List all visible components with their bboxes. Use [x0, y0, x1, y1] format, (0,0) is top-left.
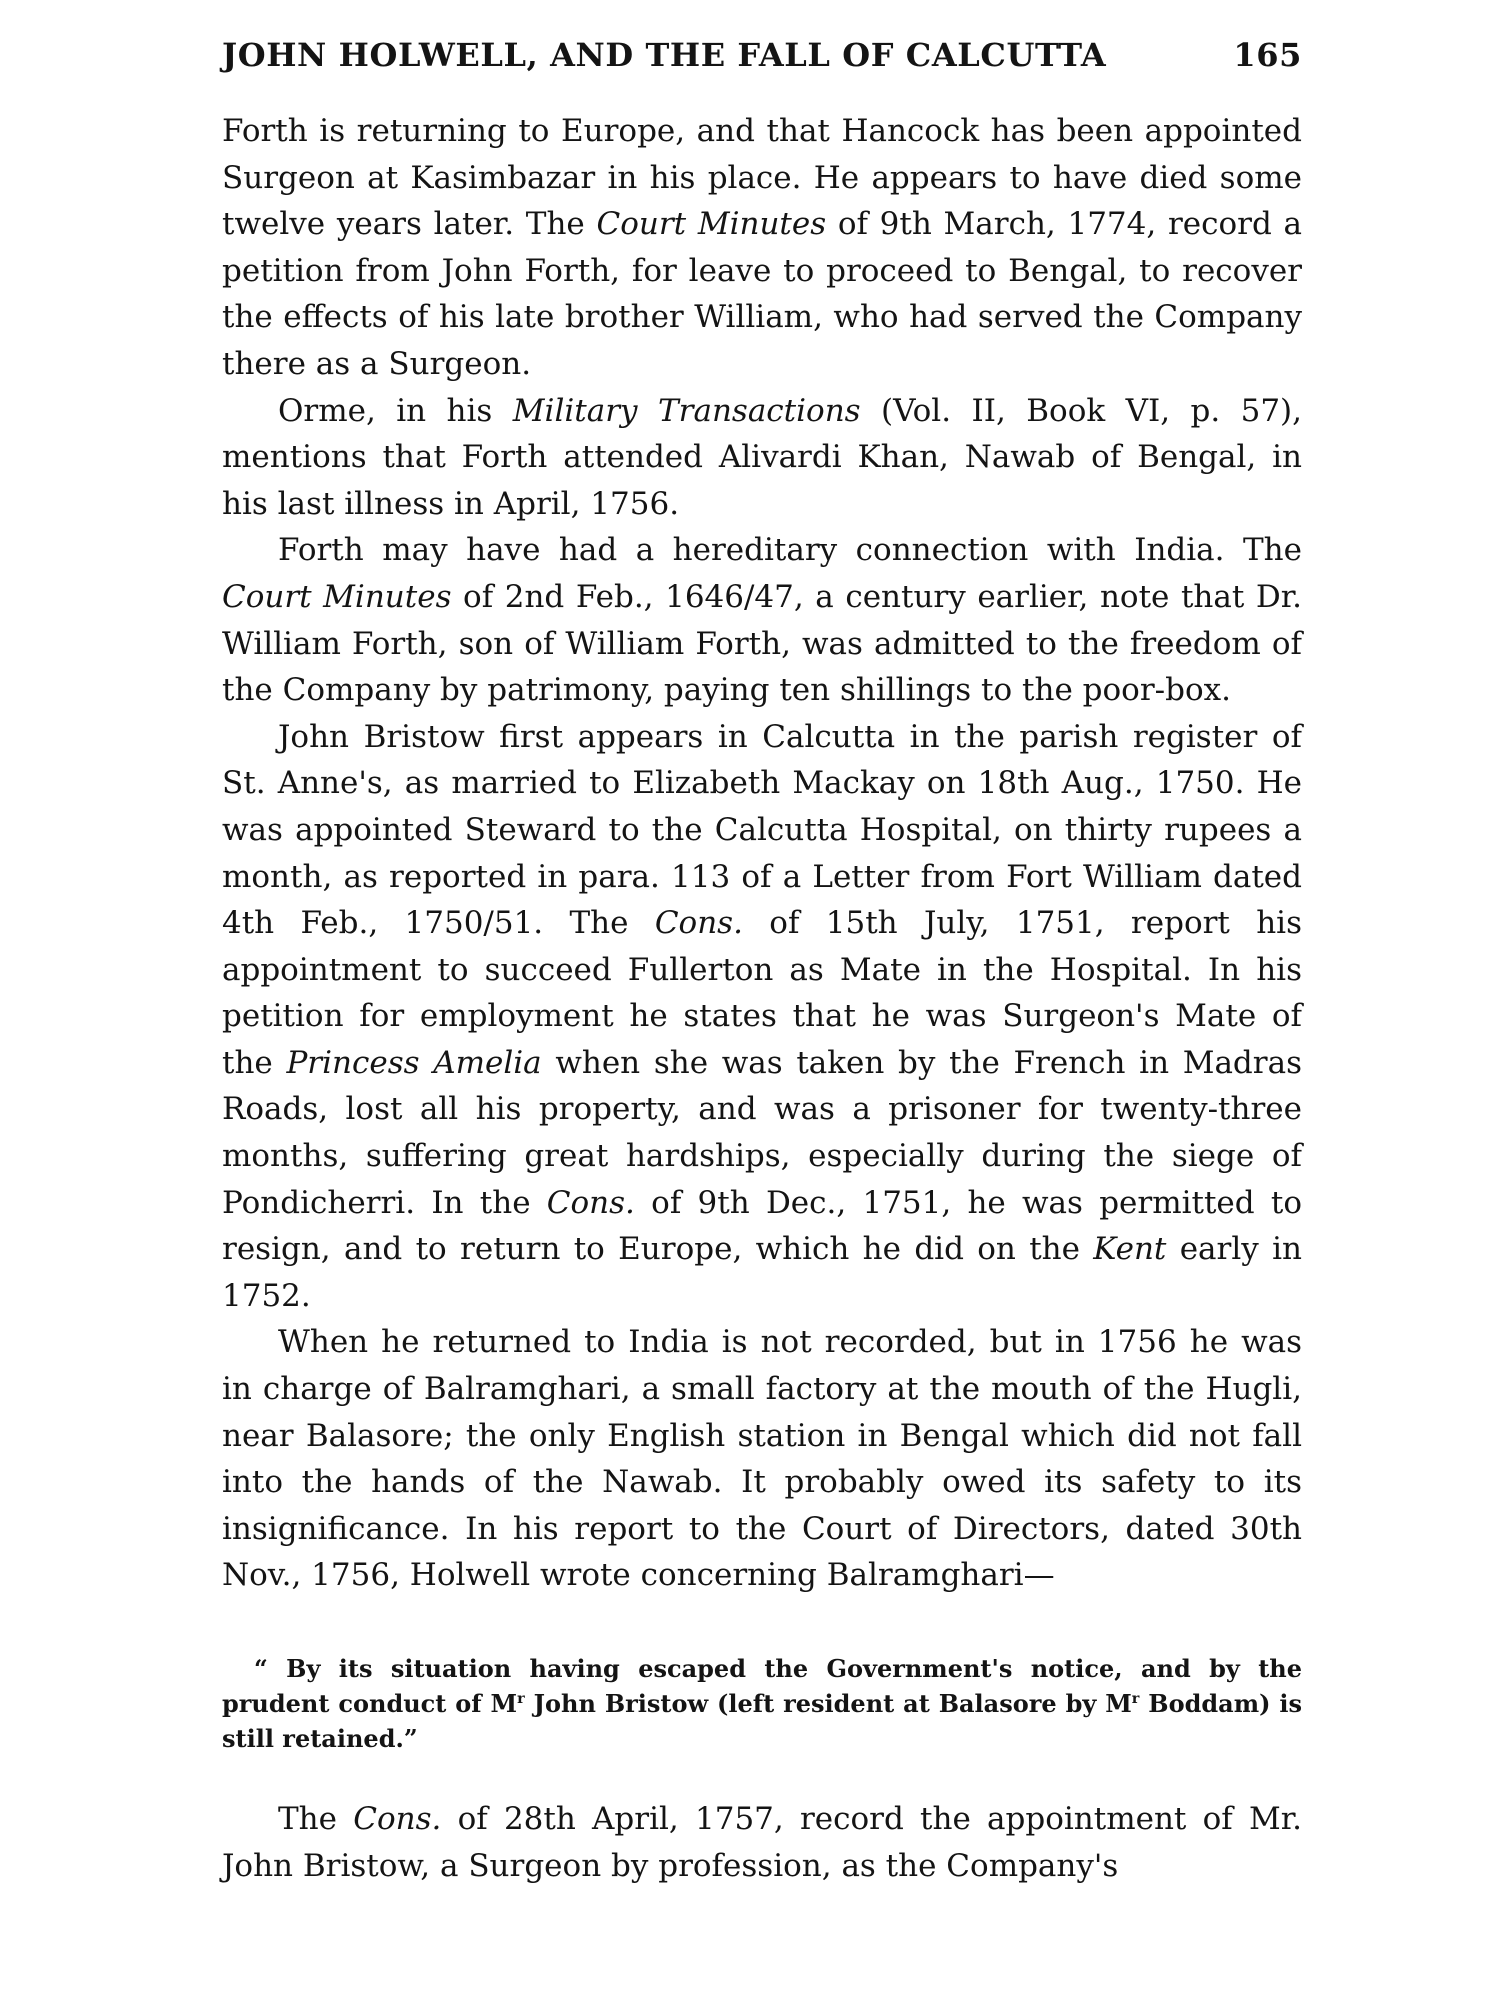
block-quote: “ By its situation having escaped the Government's notice, and by the prudent conduct of $M^r$ John Bristow (left resident at Balasore by $M^r$ Boddam) is still retained.”	[222, 1654, 1302, 1753]
body-text	[222, 108, 1302, 1889]
running-header	[222, 36, 1302, 100]
paragraph-5: When he returned to India is not recorded, but in 1756 he was in charge of Balramghari, a small factory at the mouth of the Hugli, near Balasore; the only English station in Bengal which did not fall into the hands of the Nawab. It probably owed its safety to its insignificance. In his report to the Court of Directors, dated 30th Nov., 1756, Holwell wrote concerning Balramghari—	[222, 1324, 1302, 1594]
running-title: JOHN HOLWELL, AND THE FALL OF CALCUTTA	[222, 36, 1107, 74]
page-number: 165	[1233, 36, 1302, 74]
paragraph-2: Orme, in his Military Transactions (Vol. II, Book VI, p. 57), mentions that Forth attended Alivardi Khan, Nawab of Bengal, in his last illness in April, 1756.	[222, 392, 1303, 522]
paragraph-3: Forth may have had a hereditary connection with India. The Court Minutes of 2nd Feb., 1646/47, a century earlier, note that Dr. William Forth, son of William Forth, was admitted to the freedom of the Company by patrimony, paying ten shillings to the poor-box.	[222, 532, 1302, 709]
book-page	[222, 36, 1302, 1889]
paragraph-6: The Cons. of 28th April, 1757, record the appointment of Mr. John Bristow, a Surgeon by profession, as the Company's	[222, 1801, 1302, 1884]
paragraph-1: Forth is returning to Europe, and that Hancock has been appointed Surgeon at Kasimbazar in his place. He appears to have died some twelve years later. The Court Minutes of 9th March, 1774, record a petition from John Forth, for leave to proceed to Bengal, to recover the effects of his late brother William, who had served the Company there as a Surgeon.	[222, 113, 1302, 382]
paragraph-4: John Bristow first appears in Calcutta in the parish register of St. Anne's, as married to Elizabeth Mackay on 18th Aug., 1750. He was appointed Steward to the Calcutta Hospital, on thirty rupees a month, as reported in para. 113 of a Letter from Fort William dated 4th Feb., 1750/51. The Cons. of 15th July, 1751, report his appointment to succeed Fullerton as Mate in the Hospital. In his petition for employment he states that he was Surgeon's Mate of the Princess Amelia when she was taken by the French in Madras Roads, lost all his property, and was a prisoner for twenty-three months, suffering great hardships, especially during the siege of Pondicherri. In the Cons. of 9th Dec., 1751, he was permitted to resign, and to return to Europe, which he did on the Kent early in 1752.	[222, 718, 1303, 1314]
